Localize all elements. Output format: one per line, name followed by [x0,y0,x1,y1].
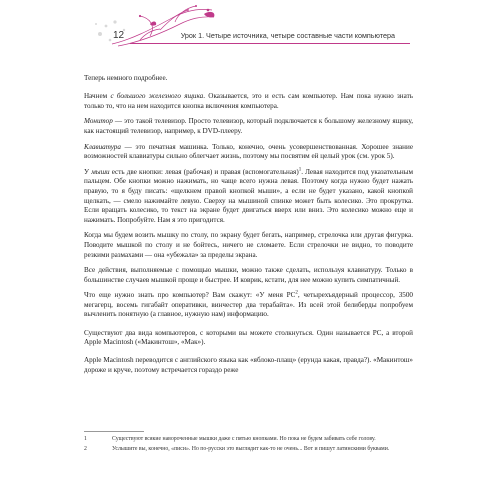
paragraph [84,143,413,162]
text-run: Все действия, выполняемые с помощью мышки, можно также сделать, используя клавиатуру. Только в большинстве случаев мышкой проще и быстрее. И коврик, кстати, для нее можно купить симпатичный. [84,266,413,284]
term: с большого железного ящика [110,92,204,101]
paragraph [84,92,413,111]
paragraph [84,291,413,320]
text-run: . Левая находится под указательным пальцем. Обе кнопки можно нажимать, но чаще всего нужна левая. Поэтому когда нужно будет нажать правую, то я буду писать: «щелкнем правой кнопкой мыши», а если не будет указано, какой кнопкой щелкать, — смело нажимайте левую. Сверху на мышиной спинке может быть колесико. Это прокрутка. Если вращать колесико, то текст на экране будет двигаться вверх или вниз. Это колесико можно еще и нажимать. Попробуйте. Нам я это пригодится. [84,167,413,224]
term: Монитор [84,117,113,126]
paragraph [84,329,413,348]
text-run: Теперь немного подробнее. [84,74,168,82]
paragraph [84,74,413,84]
text-run: Когда мы будем возить мышку по столу, по экрану будет бегать, например, стрелочка или другая фигурка. Поводите мышкой по столу и не бойтесь, ничего не сломаете. Если стрелочки не видно, то поводите резкими размахами — она «убежала» за пределы экрана. [84,231,413,259]
footnote [84,446,413,454]
footnotes [84,436,413,455]
text-run: — это такой телевизор. Просто телевизор, который подключается к большому железному ящику, как настоящий телевизор, например, к DVD-плееру. [84,117,413,135]
text-run: Начнем [84,92,111,101]
paragraph [84,266,413,285]
paragraph [84,356,413,375]
footnote-mark: 2 [84,445,87,452]
paragraph [84,168,413,226]
body-text [84,74,413,382]
text-run: есть две кнопки: левая (рабочая) и правая (вспомогательная) [109,167,299,176]
term: Клавиатура [84,142,121,151]
footnote-text: Услышите вы, конечно, «писи». Но по-русски это выглядит как-то не очень... Вот и пишут латинскими буквами. [112,445,390,452]
text-run: Что еще нужно знать про компьютер? Вам скажут: «У меня PC [84,291,296,300]
floral-ornament [0,0,500,60]
page-header [0,0,500,60]
term: мыши [91,167,110,176]
text-run: У [84,167,92,176]
footnote-text: Существуют всякие навороченные мышки даже с пятью кнопками. Но пока не будем забивать себе голову. [112,436,376,442]
text-run: — это печатная машинка. Только, конечно, очень усовершенствованная. Хорошее знание возможностей клавиатуры сильно облегчает жизнь, поэтому мы посвятим ей целый урок (см. урок 5). [84,142,413,161]
footnote-separator [84,431,144,432]
footnote-mark: 1 [84,436,87,442]
text-run: Существуют два вида компьютеров, с которыми вы можете столкнуться. Один называется PC, а второй Apple Macintosh («Макинтош», «Мак»). [84,328,413,347]
paragraph [84,117,413,136]
page-number: 12 [113,30,125,41]
running-head: Урок 1. Четыре источника, четыре составные части компьютера [180,31,395,40]
footnote-ref: 1 [298,167,302,173]
text-run: . Оказывается, это и есть сам компьютер. Нам пока нужно знать только то, что на нем находится кнопка включения компьютера. [84,92,413,110]
footnote-ref: 2 [295,290,298,296]
paragraph [84,231,413,260]
text-run: , четырехъядерный процессор, 3500 мегагерц, восемь гигабайт оперативки, винчестер два терабайта». Из всей этой белиберды попробуем вычленить понятную (а главное, нужную нам) информацию. [84,291,413,319]
text-run: Apple Macintosh переводится с английского языка как «яблоко-плащ» (ерунда какая, правда?). «Макинтош» дороже и круче, поэтому встречается гораздо реже [84,356,413,375]
footnote [84,436,413,444]
header-rule [130,43,410,44]
